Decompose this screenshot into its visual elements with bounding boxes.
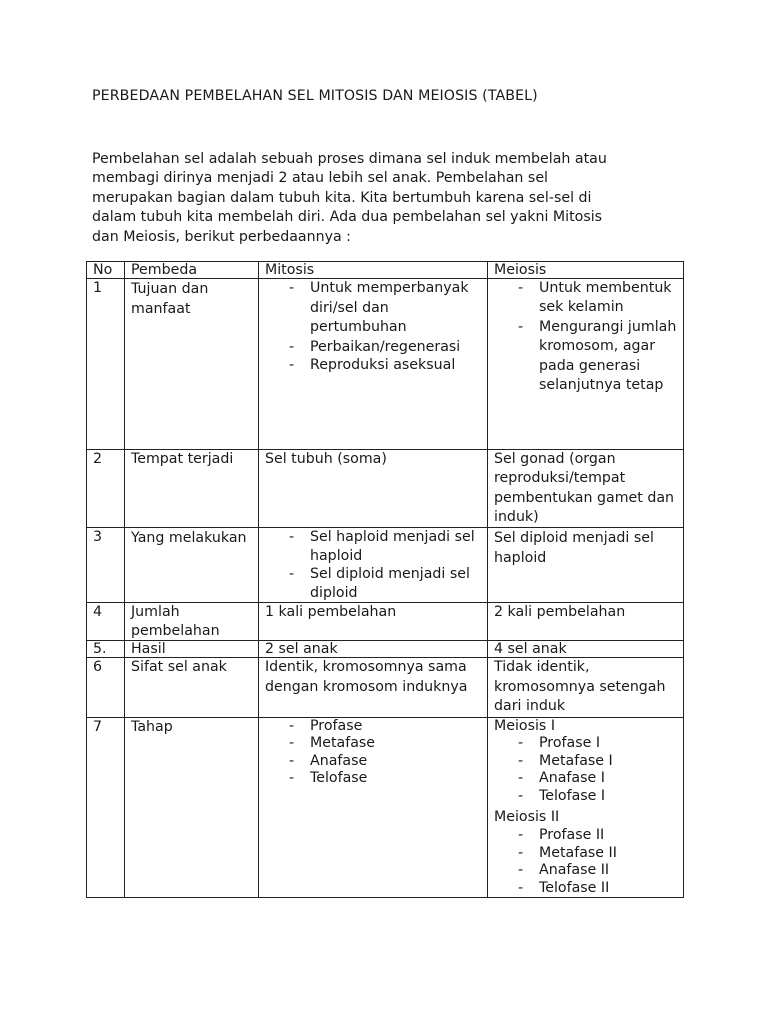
mitosis-list (265, 718, 482, 788)
table-header-row (87, 262, 684, 279)
cell-no: 3 (87, 528, 125, 603)
document-title: PERBEDAAN PEMBELAHAN SEL MITOSIS DAN MEIOSIS (TABEL) (92, 88, 538, 104)
list-item: - Metafase (310, 735, 482, 753)
list-item: - Profase II (539, 827, 678, 845)
cell-meiosis: Tidak identik, kromosomnya setengah dari induk (488, 658, 684, 718)
list-item: - Reproduksi aseksual (310, 356, 482, 375)
list-item: - Metafase II (539, 845, 678, 863)
cell-meiosis: Sel gonad (organ reproduksi/tempat pembentukan gamet dan induk) (488, 450, 684, 528)
list-item: - Telofase I (539, 788, 678, 806)
meiosis-2-label: Meiosis II (494, 809, 560, 826)
table-row (87, 658, 684, 718)
list-item: - Mengurangi jumlah kromosom, agar pada generasi selanjutnya tetap (539, 318, 678, 396)
cell-no: 7 (87, 717, 125, 898)
cell-mitosis: 1 kali pembelahan (259, 603, 488, 641)
list-item: - Untuk membentuk sek kelamin (539, 279, 678, 318)
meiosis-1-label: Meiosis I (494, 717, 556, 734)
cell-meiosis (488, 279, 684, 450)
list-item: - Sel haploid menjadi sel haploid (310, 528, 482, 565)
cell-pembeda: Jumlah pembelahan (125, 603, 259, 641)
list-item: - Sel diploid menjadi sel diploid (310, 565, 482, 602)
list-item: - Perbaikan/regenerasi (310, 338, 482, 357)
cell-mitosis: Sel tubuh (soma) (259, 450, 488, 528)
cell-no: 1 (87, 279, 125, 450)
cell-no: 2 (87, 450, 125, 528)
table-row (87, 450, 684, 528)
table-row (87, 528, 684, 603)
list-item: - Untuk memperbanyak diri/sel dan pertumbuhan (310, 279, 482, 338)
cell-meiosis: 2 kali pembelahan (488, 603, 684, 641)
header-mitosis: Mitosis (259, 262, 488, 279)
cell-mitosis: Identik, kromosomnya sama dengan kromosom induknya (259, 658, 488, 718)
list-item: - Anafase I (539, 770, 678, 788)
cell-meiosis: 4 sel anak (488, 641, 684, 658)
cell-meiosis: Sel diploid menjadi sel haploid (488, 528, 684, 603)
table-row (87, 603, 684, 641)
meiosis-list (494, 279, 678, 396)
table-row (87, 641, 684, 658)
cell-meiosis (488, 717, 684, 898)
cell-no: 6 (87, 658, 125, 718)
cell-pembeda: Yang melakukan (125, 528, 259, 603)
cell-mitosis: 2 sel anak (259, 641, 488, 658)
header-no: No (87, 262, 125, 279)
cell-no: 4 (87, 603, 125, 641)
list-item: - Metafase I (539, 753, 678, 771)
list-item: - Profase (310, 718, 482, 736)
intro-line: membagi dirinya menjadi 2 atau lebih sel anak. Pembelahan sel (92, 170, 548, 187)
list-item: - Telofase II (539, 880, 678, 898)
mitosis-list (265, 279, 482, 375)
list-item: - Anafase II (539, 862, 678, 880)
meiosis-2-list (494, 827, 678, 897)
cell-mitosis (259, 279, 488, 450)
mitosis-list (265, 528, 482, 602)
cell-mitosis (259, 717, 488, 898)
intro-line: dalam tubuh kita membelah diri. Ada dua pembelahan sel yakni Mitosis (92, 209, 603, 226)
cell-pembeda: Tahap (125, 717, 259, 898)
cell-mitosis (259, 528, 488, 603)
comparison-table (86, 261, 684, 898)
cell-no: 5. (87, 641, 125, 658)
intro-paragraph (92, 150, 682, 247)
table-row (87, 279, 684, 450)
intro-line: Pembelahan sel adalah sebuah proses dimana sel induk membelah atau (92, 151, 607, 167)
header-meiosis: Meiosis (488, 262, 684, 279)
cell-pembeda: Tempat terjadi (125, 450, 259, 528)
table-row (87, 717, 684, 898)
meiosis-1-list (494, 735, 678, 805)
cell-pembeda: Tujuan dan manfaat (125, 279, 259, 450)
header-pembeda: Pembeda (125, 262, 259, 279)
intro-line: dan Meiosis, berikut perbedaannya : (92, 228, 351, 245)
list-item: - Profase I (539, 735, 678, 753)
list-item: - Anafase (310, 753, 482, 771)
cell-pembeda: Hasil (125, 641, 259, 658)
list-item: - Telofase (310, 770, 482, 788)
intro-line: merupakan bagian dalam tubuh kita. Kita bertumbuh karena sel-sel di (92, 189, 592, 206)
cell-pembeda: Sifat sel anak (125, 658, 259, 718)
